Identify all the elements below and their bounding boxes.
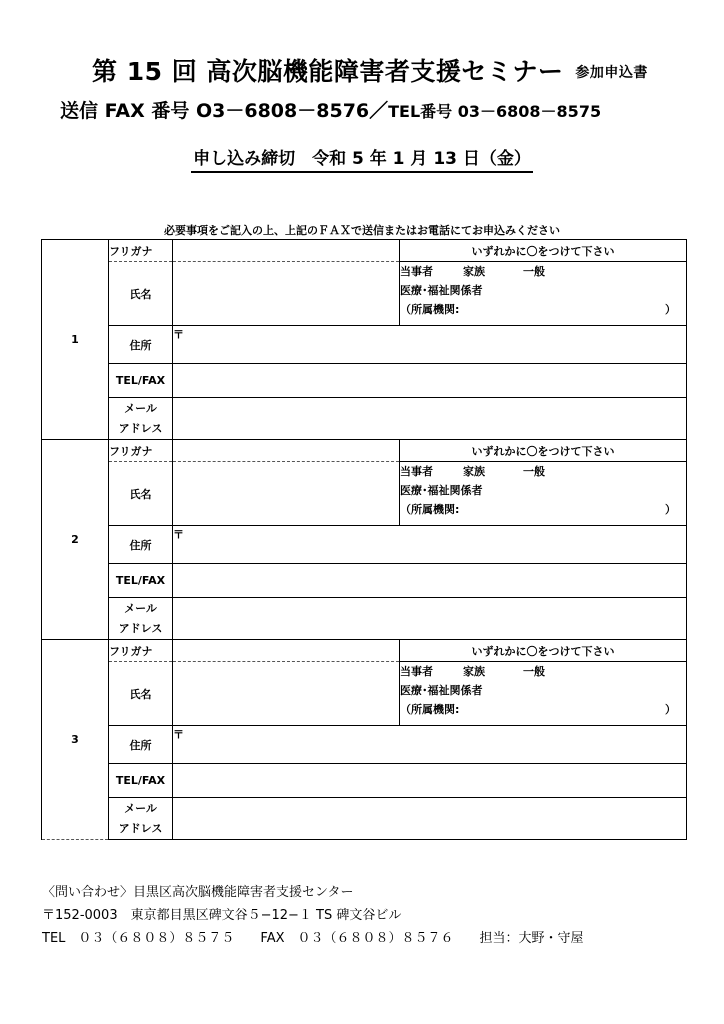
entry-number: 1 — [42, 240, 109, 440]
option-self[interactable]: 当事者 — [400, 665, 433, 678]
category-options — [400, 462, 687, 526]
affiliation-close: ） — [665, 303, 676, 316]
name-label: 氏名 — [109, 662, 173, 726]
category-options — [400, 662, 687, 726]
footer-contact — [42, 881, 584, 950]
telfax-field[interactable] — [173, 564, 687, 598]
name-field[interactable] — [173, 262, 400, 326]
deadline-text: 申し込み締切 令和 5 年 1 月 13 日（金） — [191, 149, 533, 173]
telfax-field[interactable] — [173, 764, 687, 798]
furigana-field[interactable] — [173, 240, 400, 262]
name-label: 氏名 — [109, 262, 173, 326]
furigana-row — [42, 640, 687, 662]
mail-label-line1: メール — [124, 601, 157, 615]
address-row — [42, 526, 687, 564]
option-general[interactable]: 一般 — [523, 465, 545, 478]
mail-label — [109, 398, 173, 440]
mail-label — [109, 598, 173, 640]
footer-fax: FAX ０３（６８０８）８５７６ — [260, 931, 454, 946]
address-label: 住所 — [109, 726, 173, 764]
inquiry-line: 〈問い合わせ〉目黒区高次脳機能障害者支援センター — [42, 885, 354, 900]
mail-field[interactable] — [173, 398, 687, 440]
mail-field[interactable] — [173, 598, 687, 640]
furigana-row — [42, 440, 687, 462]
address-field[interactable] — [173, 326, 687, 364]
mail-label-line2: アドレス — [118, 421, 163, 435]
category-hint: いずれかに〇をつけて下さい — [400, 240, 687, 262]
title-suffix: 参加申込書 — [575, 65, 648, 81]
footer-address: 〒152-0003 東京都目黒区碑文谷５−12−１ TS 碑文谷ビル — [42, 908, 402, 923]
furigana-label: フリガナ — [109, 240, 173, 262]
option-family[interactable]: 家族 — [463, 665, 485, 678]
mail-label-line2: アドレス — [118, 821, 163, 835]
name-row — [42, 462, 687, 526]
mail-row — [42, 598, 687, 640]
footer-tel: TEL ０３（６８０８）８５７５ — [42, 931, 235, 946]
instruction-text: 必要事項をご記入の上、上記のＦＡＸで送信またはお電話にてお申込みください — [164, 224, 560, 237]
telfax-label: TEL/FAX — [109, 564, 173, 598]
option-self[interactable]: 当事者 — [400, 465, 433, 478]
footer-contact-person: 担当：大野・守屋 — [479, 931, 584, 946]
mail-label — [109, 798, 173, 840]
telfax-label: TEL/FAX — [109, 364, 173, 398]
mail-label-line2: アドレス — [118, 621, 163, 635]
furigana-field[interactable] — [173, 440, 400, 462]
entry-number: 3 — [42, 640, 109, 840]
mail-row — [42, 398, 687, 440]
address-field[interactable] — [173, 526, 687, 564]
name-row — [42, 262, 687, 326]
option-self[interactable]: 当事者 — [400, 265, 433, 278]
tel-number: TEL番号 03－6808－8575 — [388, 102, 602, 121]
category-hint: いずれかに〇をつけて下さい — [400, 640, 687, 662]
option-family[interactable]: 家族 — [463, 265, 485, 278]
category-options — [400, 262, 687, 326]
telfax-row — [42, 364, 687, 398]
postal-mark: 〒 — [173, 328, 184, 341]
option-medical-welfare[interactable]: 医療･福祉関係者 — [400, 684, 483, 697]
mail-row — [42, 798, 687, 840]
footer-phone-line — [42, 927, 584, 950]
telfax-field[interactable] — [173, 364, 687, 398]
address-field[interactable] — [173, 726, 687, 764]
address-label: 住所 — [109, 526, 173, 564]
name-label: 氏名 — [109, 462, 173, 526]
page-title — [92, 52, 648, 88]
option-medical-welfare[interactable]: 医療･福祉関係者 — [400, 284, 483, 297]
mail-label-line1: メール — [124, 801, 157, 815]
furigana-field[interactable] — [173, 640, 400, 662]
furigana-row — [42, 240, 687, 262]
address-row — [42, 326, 687, 364]
telfax-label: TEL/FAX — [109, 764, 173, 798]
option-general[interactable]: 一般 — [523, 665, 545, 678]
fax-number: 送信 FAX 番号 O3－6808－8576／ — [60, 100, 389, 122]
affiliation-close: ） — [665, 703, 676, 716]
telfax-row — [42, 764, 687, 798]
postal-mark: 〒 — [173, 528, 184, 541]
seminar-title: 第 15 回 高次脳機能障害者支援セミナー — [92, 57, 564, 86]
mail-label-line1: メール — [124, 401, 157, 415]
furigana-label: フリガナ — [109, 440, 173, 462]
telfax-row — [42, 564, 687, 598]
name-row — [42, 662, 687, 726]
postal-mark: 〒 — [173, 728, 184, 741]
affiliation-label: （所属機関: — [400, 303, 460, 316]
option-general[interactable]: 一般 — [523, 265, 545, 278]
name-field[interactable] — [173, 462, 400, 526]
furigana-label: フリガナ — [109, 640, 173, 662]
address-row — [42, 726, 687, 764]
option-family[interactable]: 家族 — [463, 465, 485, 478]
name-field[interactable] — [173, 662, 400, 726]
option-medical-welfare[interactable]: 医療･福祉関係者 — [400, 484, 483, 497]
mail-field[interactable] — [173, 798, 687, 840]
category-hint: いずれかに〇をつけて下さい — [400, 440, 687, 462]
registration-form-table — [41, 239, 687, 840]
contact-numbers — [60, 96, 601, 123]
affiliation-label: （所属機関: — [400, 703, 460, 716]
deadline — [0, 144, 724, 169]
address-label: 住所 — [109, 326, 173, 364]
entry-number: 2 — [42, 440, 109, 640]
affiliation-close: ） — [665, 503, 676, 516]
affiliation-label: （所属機関: — [400, 503, 460, 516]
